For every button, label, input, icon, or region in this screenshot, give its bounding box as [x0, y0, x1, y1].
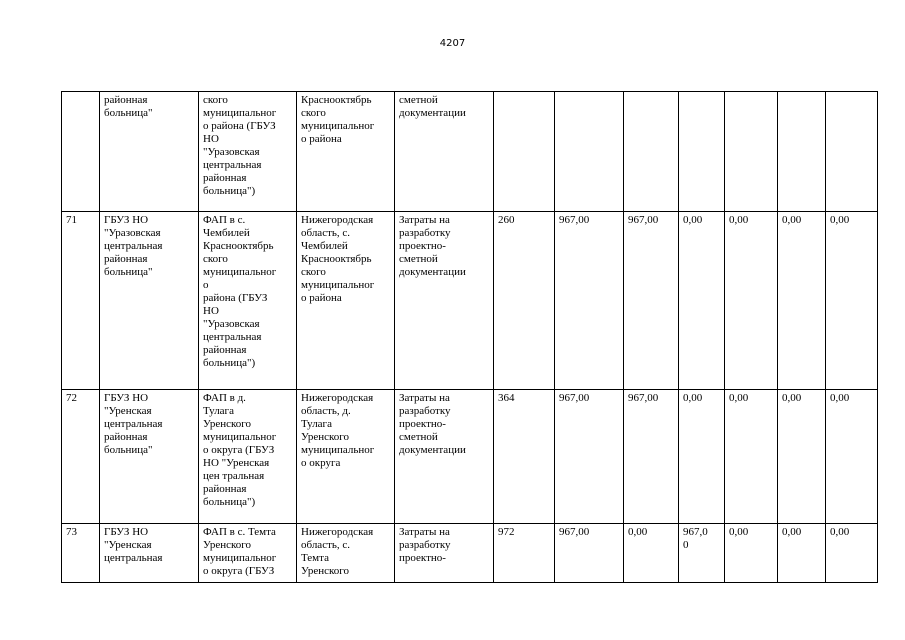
cost-type-cell: Затраты на разработку проектно- сметной документации	[395, 390, 494, 524]
value-cell: 0,00	[778, 524, 826, 583]
page-number: 4207	[439, 38, 466, 49]
value-cell: 260	[494, 212, 555, 390]
cost-type-cell: сметной документации	[395, 92, 494, 212]
institution-cell: районная больница"	[100, 92, 199, 212]
value-cell: 967,00	[555, 212, 624, 390]
value-cell: 0,00	[826, 524, 878, 583]
object-cell: ФАП в д. Тулага Уренского муниципальног о округа (ГБУЗ НО "Уренская цен тральная районная больница")	[199, 390, 297, 524]
row-number: 73	[62, 524, 100, 583]
value-cell	[624, 92, 679, 212]
value-cell: 0,00	[725, 524, 778, 583]
value-cell	[555, 92, 624, 212]
value-cell	[679, 92, 725, 212]
table-row	[62, 92, 878, 212]
value-cell: 967,0 0	[679, 524, 725, 583]
institution-cell: ГБУЗ НО "Уразовская центральная районная больница"	[100, 212, 199, 390]
value-cell	[826, 92, 878, 212]
cost-type-cell: Затраты на разработку проектно- сметной документации	[395, 212, 494, 390]
row-number: 72	[62, 390, 100, 524]
value-cell: 0,00	[725, 212, 778, 390]
institution-cell: ГБУЗ НО "Уренская центральная районная больница"	[100, 390, 199, 524]
value-cell: 972	[494, 524, 555, 583]
cost-type-cell: Затраты на разработку проектно-	[395, 524, 494, 583]
value-cell	[494, 92, 555, 212]
object-cell: ского муниципальног о района (ГБУЗ НО "Уразовская центральная районная больница")	[199, 92, 297, 212]
location-cell: Нижегородская область, с. Чембилей Краснооктябрь ского муниципальног о района	[297, 212, 395, 390]
value-cell: 0,00	[778, 212, 826, 390]
value-cell	[725, 92, 778, 212]
value-cell: 967,00	[555, 524, 624, 583]
value-cell: 967,00	[624, 212, 679, 390]
value-cell: 0,00	[679, 212, 725, 390]
object-cell: ФАП в с. Чембилей Краснооктябрь ского муниципальног о района (ГБУЗ НО "Уразовская центральная районная больница")	[199, 212, 297, 390]
row-number	[62, 92, 100, 212]
funding-table	[61, 91, 878, 583]
value-cell: 0,00	[725, 390, 778, 524]
value-cell: 0,00	[624, 524, 679, 583]
table-row	[62, 390, 878, 524]
row-number: 71	[62, 212, 100, 390]
object-cell: ФАП в с. Темта Уренского муниципальног о округа (ГБУЗ	[199, 524, 297, 583]
value-cell: 0,00	[778, 390, 826, 524]
value-cell: 0,00	[826, 390, 878, 524]
value-cell: 0,00	[826, 212, 878, 390]
location-cell: Нижегородская область, д. Тулага Уренского муниципальног о округа	[297, 390, 395, 524]
location-cell: Нижегородская область, с. Темта Уренского	[297, 524, 395, 583]
table-row	[62, 212, 878, 390]
value-cell: 967,00	[624, 390, 679, 524]
value-cell	[778, 92, 826, 212]
value-cell: 0,00	[679, 390, 725, 524]
value-cell: 364	[494, 390, 555, 524]
value-cell: 967,00	[555, 390, 624, 524]
institution-cell: ГБУЗ НО "Уренская центральная	[100, 524, 199, 583]
location-cell: Краснооктябрь ского муниципальног о района	[297, 92, 395, 212]
table-row	[62, 524, 878, 583]
